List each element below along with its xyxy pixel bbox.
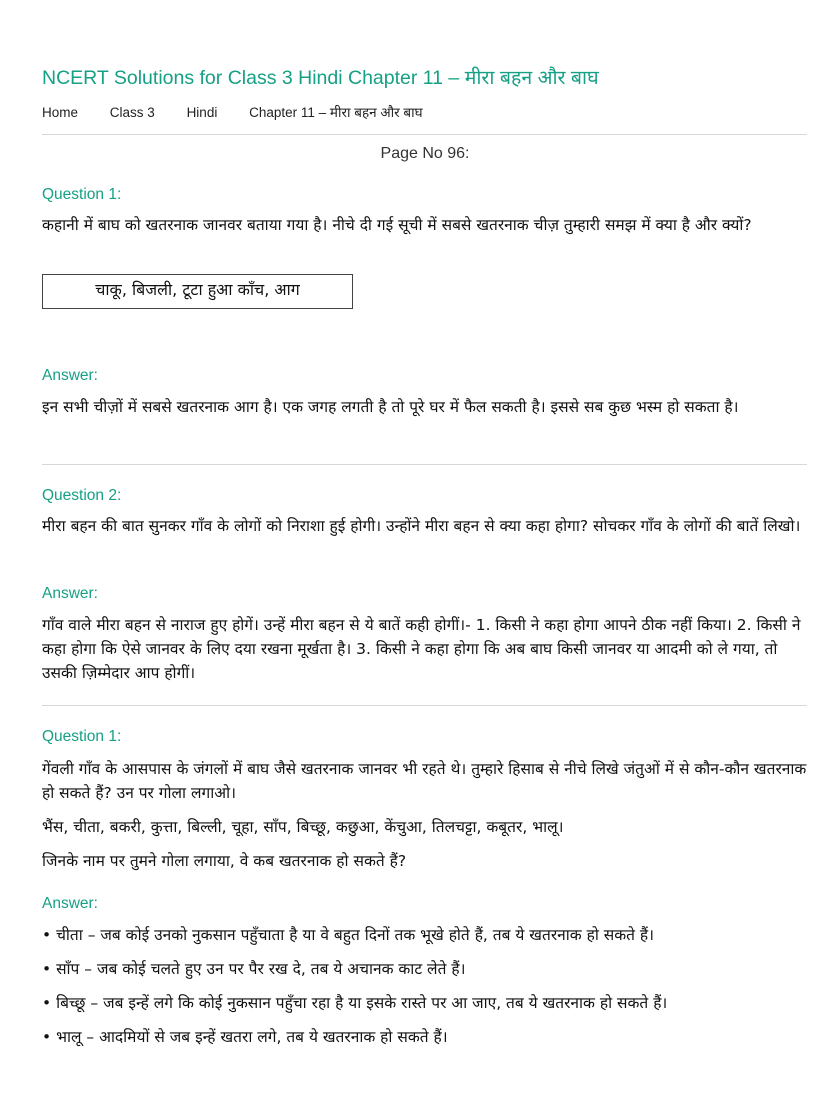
breadcrumb-subject[interactable]: Hindi xyxy=(186,105,218,120)
question-1-text: कहानी में बाघ को खतरनाक जानवर बताया गया है। नीचे दी गई सूची में सबसे खतरनाक चीज़ तुम्हारी समझ में क्या है और क्यों? xyxy=(42,216,752,234)
divider xyxy=(42,705,807,706)
answer-1-label: Answer: xyxy=(42,367,98,384)
animals-list: भैंस, चीता, बकरी, कुत्ता, बिल्ली, चूहा, साँप, बिच्छू, कछुआ, केंचुआ, तिलचट्टा, कबूतर, भालू। xyxy=(42,818,564,836)
question-3-text: गेंवली गाँव के आसपास के जंगलों में बाघ जैसे खतरनाक जानवर भी रहते थे। तुम्हारे हिसाब से नीचे लिखे जंतुओं में से कौन-कौन खतरनाक हो सकते हैं? उन पर गोला लगाओ। xyxy=(42,760,807,802)
answer-3-label: Answer: xyxy=(42,895,98,912)
divider xyxy=(42,464,807,465)
answer-bullet: • बिच्छू – जब इन्हें लगे कि कोई नुकसान पहुँचा रहा है या इसके रास्ते पर आ जाए, तब ये खतरनाक हो सकते हैं। xyxy=(42,994,668,1012)
breadcrumb xyxy=(42,103,451,121)
answer-bullet: • चीता – जब कोई उनको नुकसान पहुँचाता है या वे बहुत दिनों तक भूखे होते हैं, तब ये खतरनाक हो सकते हैं। xyxy=(42,926,655,944)
page-title: NCERT Solutions for Class 3 Hindi Chapter 11 – मीरा बहन और बाघ xyxy=(42,67,599,89)
question-3-label: Question 1: xyxy=(42,728,122,745)
options-box: चाकू, बिजली, टूटा हुआ काँच, आग xyxy=(42,274,353,309)
question-2-text: मीरा बहन की बात सुनकर गाँव के लोगों को निराशा हुई होगी। उन्होंने मीरा बहन से क्या कहा होगा? सोचकर गाँव के लोगों की बातें लिखो। xyxy=(42,517,801,535)
question-3-followup: जिनके नाम पर तुमने गोला लगाया, वे कब खतरनाक हो सकते हैं? xyxy=(42,852,407,870)
answer-2-label: Answer: xyxy=(42,585,98,602)
question-2-label: Question 2: xyxy=(42,487,122,504)
page-number: Page No 96: xyxy=(380,145,470,162)
answer-bullet: • भालू – आदमियों से जब इन्हें खतरा लगे, तब ये खतरनाक हो सकते हैं। xyxy=(42,1028,448,1046)
breadcrumb-chapter[interactable]: Chapter 11 – मीरा बहन और बाघ xyxy=(249,105,423,120)
breadcrumb-class[interactable]: Class 3 xyxy=(109,105,155,120)
answer-1-text: इन सभी चीज़ों में सबसे खतरनाक आग है। एक जगह लगती है तो पूरे घर में फैल सकती है। इससे सब कुछ भस्म हो सकता है। xyxy=(42,398,739,416)
answer-bullet: • साँप – जब कोई चलते हुए उन पर पैर रख दे, तब ये अचानक काट लेते हैं। xyxy=(42,960,466,978)
question-1-label: Question 1: xyxy=(42,186,122,203)
divider xyxy=(42,134,807,135)
breadcrumb-home[interactable]: Home xyxy=(42,105,79,120)
answer-2-text: गाँव वाले मीरा बहन से नाराज हुए होगें। उन्हें मीरा बहन से ये बातें कही होगीं।- 1. किसी ने कहा होगा आपने ठीक नहीं किया। 2. किसी ने कहा होगा कि ऐसे जानवर के लिए दया रखना मूर्खता है। 3. किसी ने कहा होगा कि अब बाघ किसी जानवर या आदमी को ले गया, तो उसकी ज़िम्मेदार आप होगीं। xyxy=(42,616,801,682)
